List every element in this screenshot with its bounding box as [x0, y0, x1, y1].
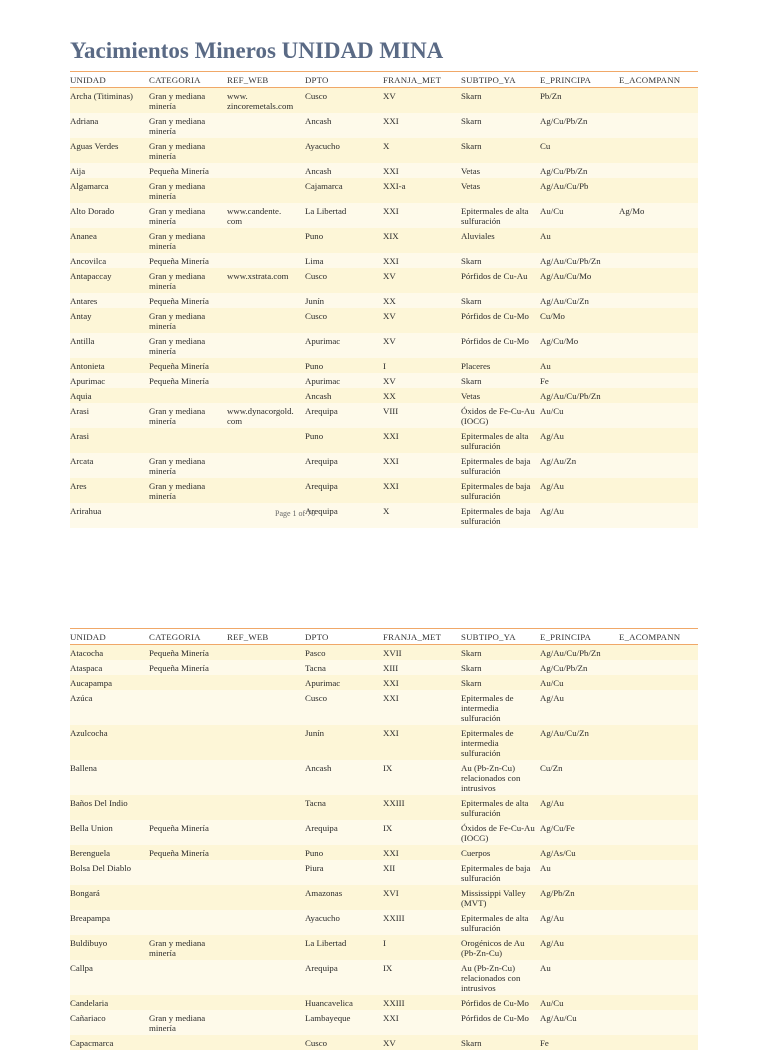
- table-cell: XV: [383, 336, 396, 346]
- table-row: [70, 860, 698, 885]
- table-cell: XXI: [383, 456, 399, 466]
- table-cell: XV: [383, 311, 396, 321]
- table-cell: Pequeña Minería: [149, 848, 209, 858]
- table-cell: Ag/Cu/Pb/Zn: [540, 116, 588, 126]
- column-header: CATEGORIA: [149, 631, 201, 642]
- table-row: [70, 88, 698, 113]
- table-cell: Mississippi Valley (MVT): [461, 888, 526, 908]
- table-cell: Gran y mediana minería: [149, 456, 206, 476]
- column-header: E_PRINCIPA: [540, 74, 592, 85]
- table-cell: Arirahua: [70, 506, 102, 516]
- table-cell: Ag/Au: [540, 913, 564, 923]
- table-cell: Pequeña Minería: [149, 361, 209, 371]
- table-cell: XXIII: [383, 913, 405, 923]
- table-cell: Gran y mediana minería: [149, 231, 206, 251]
- table-cell: XX: [383, 296, 396, 306]
- table-cell: Gran y mediana minería: [149, 181, 206, 201]
- table-cell: Ag/Au/Cu/Pb/Zn: [540, 391, 601, 401]
- column-header: SUBTIPO_YA: [461, 74, 516, 85]
- table-cell: Gran y mediana minería: [149, 336, 206, 356]
- table-cell: XXI: [383, 166, 399, 176]
- table-cell: Puno: [305, 361, 324, 371]
- table-cell: Apurimac: [70, 376, 106, 386]
- table-cell: Cusco: [305, 91, 327, 101]
- table-body: [70, 645, 698, 1050]
- table-cell: Ballena: [70, 763, 97, 773]
- table-cell: Au (Pb-Zn-Cu) relacionados con intrusivos: [461, 763, 521, 793]
- table-cell: Ag/Au: [540, 938, 564, 948]
- table-cell: Óxidos de Fe-Cu-Au (IOCG): [461, 823, 535, 843]
- table-row: [70, 960, 698, 995]
- table-cell: Ancash: [305, 116, 332, 126]
- table-cell: Ag/Cu/Pb/Zn: [540, 166, 588, 176]
- table-cell: Ag/Au: [540, 481, 564, 491]
- table-cell: Skarn: [461, 376, 482, 386]
- table-row: [70, 795, 698, 820]
- table-cell: Au: [540, 231, 551, 241]
- table-cell: Pequeña Minería: [149, 166, 209, 176]
- table-cell: Ag/Au/Cu/Pb: [540, 181, 589, 191]
- table-cell: Epitermales de alta sulfuración: [461, 431, 529, 451]
- table-cell: XVII: [383, 648, 402, 658]
- table-row: [70, 478, 698, 503]
- table-cell: Cajamarca: [305, 181, 343, 191]
- table-cell: Skarn: [461, 648, 482, 658]
- table-cell: Lambayeque: [305, 1013, 351, 1023]
- table-cell: IX: [383, 763, 393, 773]
- table-row: [70, 333, 698, 358]
- column-header: FRANJA_MET: [383, 74, 442, 85]
- table-cell: Antapaccay: [70, 271, 112, 281]
- table-cell: Pórfidos de Cu-Au: [461, 271, 528, 281]
- column-header: FRANJA_MET: [383, 631, 442, 642]
- table-cell: Breapampa: [70, 913, 111, 923]
- table-cell: XXI: [383, 1013, 399, 1023]
- table-row: [70, 660, 698, 675]
- table-cell: X: [383, 141, 390, 151]
- table-cell: Gran y mediana minería: [149, 938, 206, 958]
- table-cell: Au/Cu: [540, 998, 564, 1008]
- table-cell: Epitermales de alta sulfuración: [461, 206, 529, 226]
- table-cell: Epitermales de intermedia sulfuración: [461, 693, 514, 723]
- table-cell: Huancavelica: [305, 998, 353, 1008]
- table-cell: Fe: [540, 376, 549, 386]
- column-header: SUBTIPO_YA: [461, 631, 516, 642]
- table-cell: Ag/Au: [540, 506, 564, 516]
- table-cell: Aija: [70, 166, 86, 176]
- table-cell: Orogénicos de Au (Pb-Zn-Cu): [461, 938, 525, 958]
- table-row: [70, 308, 698, 333]
- table-cell: www.candente. com: [227, 206, 282, 226]
- table-cell: XXI: [383, 728, 399, 738]
- table-cell: Arequipa: [305, 963, 338, 973]
- table-row: [70, 645, 698, 660]
- table-cell: Tacna: [305, 798, 326, 808]
- table-cell: Cañariaco: [70, 1013, 106, 1023]
- table-cell: Azúca: [70, 693, 93, 703]
- table-cell: Cu/Mo: [540, 311, 565, 321]
- table-cell: Antay: [70, 311, 92, 321]
- table-cell: Puno: [305, 231, 324, 241]
- table-row: [70, 910, 698, 935]
- table-cell: Placeres: [461, 361, 491, 371]
- table-cell: Algamarca: [70, 181, 109, 191]
- table-cell: Óxidos de Fe-Cu-Au (IOCG): [461, 406, 535, 426]
- table-cell: XX: [383, 391, 396, 401]
- table-row: [70, 820, 698, 845]
- table-cell: Gran y mediana minería: [149, 271, 206, 291]
- table-cell: Ananea: [70, 231, 97, 241]
- table-cell: Arasi: [70, 431, 90, 441]
- table-cell: www. zincoremetals.com: [227, 91, 294, 111]
- table-cell: Epitermales de baja sulfuración: [461, 506, 531, 526]
- table-row: [70, 373, 698, 388]
- column-header: DPTO: [305, 74, 329, 85]
- table-cell: Gran y mediana minería: [149, 206, 206, 226]
- table-row: [70, 845, 698, 860]
- table-cell: Skarn: [461, 678, 482, 688]
- page-number: Page 1 of 70: [275, 509, 316, 518]
- table-cell: Fe: [540, 1038, 549, 1048]
- table-cell: Ag/As/Cu: [540, 848, 576, 858]
- table-row: [70, 690, 698, 725]
- table-cell: Arequipa: [305, 456, 338, 466]
- column-header: E_ACOMPANN: [619, 74, 681, 85]
- table-cell: Ag/Au/Cu/Mo: [540, 271, 592, 281]
- table-cell: Cusco: [305, 271, 327, 281]
- table-cell: Ag/Pb/Zn: [540, 888, 575, 898]
- table-cell: Arequipa: [305, 481, 338, 491]
- table-cell: XXI-a: [383, 181, 406, 191]
- table-cell: Pequeña Minería: [149, 823, 209, 833]
- table-cell: Buldibuyo: [70, 938, 108, 948]
- table-cell: Antilla: [70, 336, 95, 346]
- table-cell: Pórfidos de Cu-Mo: [461, 998, 529, 1008]
- table-row: [70, 228, 698, 253]
- table-cell: Vetas: [461, 391, 481, 401]
- column-header: UNIDAD: [70, 74, 106, 85]
- table-cell: Aguas Verdes: [70, 141, 119, 151]
- table-cell: Cuerpos: [461, 848, 491, 858]
- table-cell: XXIII: [383, 998, 405, 1008]
- table-cell: Aquia: [70, 391, 92, 401]
- table-cell: Au (Pb-Zn-Cu) relacionados con intrusivos: [461, 963, 521, 993]
- table-cell: Antares: [70, 296, 98, 306]
- table-cell: Skarn: [461, 296, 482, 306]
- table-cell: Arcata: [70, 456, 94, 466]
- table-row: [70, 388, 698, 403]
- table-cell: XV: [383, 91, 396, 101]
- table-cell: Ares: [70, 481, 87, 491]
- table-cell: Skarn: [461, 1038, 482, 1048]
- table-cell: Cusco: [305, 693, 327, 703]
- table-cell: Atacocha: [70, 648, 104, 658]
- table-cell: Au/Cu: [540, 206, 564, 216]
- table-cell: I: [383, 938, 386, 948]
- table-row: [70, 675, 698, 690]
- table-cell: La Libertad: [305, 938, 347, 948]
- table-cell: Pasco: [305, 648, 326, 658]
- table-row: [70, 725, 698, 760]
- table-cell: IX: [383, 963, 393, 973]
- table-row: [70, 253, 698, 268]
- table-cell: Arequipa: [305, 406, 338, 416]
- document-title: Yacimientos Mineros UNIDAD MINA: [70, 38, 444, 63]
- table-cell: Skarn: [461, 91, 482, 101]
- column-header: REF_WEB: [227, 631, 269, 642]
- table-cell: Pórfidos de Cu-Mo: [461, 336, 529, 346]
- table-row: [70, 428, 698, 453]
- table-cell: Azulcocha: [70, 728, 108, 738]
- table-row: [70, 163, 698, 178]
- table-cell: X: [383, 506, 390, 516]
- table-cell: XXI: [383, 693, 399, 703]
- table-cell: XV: [383, 271, 396, 281]
- table-cell: Pequeña Minería: [149, 648, 209, 658]
- table-cell: Pequeña Minería: [149, 296, 209, 306]
- table-cell: Ag/Au/Cu: [540, 1013, 577, 1023]
- table-cell: Apurimac: [305, 678, 341, 688]
- table-cell: Capacmarca: [70, 1038, 114, 1048]
- table-cell: Epitermales de intermedia sulfuración: [461, 728, 514, 758]
- table-cell: Cu/Zn: [540, 763, 563, 773]
- table-cell: Gran y mediana minería: [149, 141, 206, 161]
- table-cell: Bolsa Del Diablo: [70, 863, 132, 873]
- table-cell: Cusco: [305, 311, 327, 321]
- table-cell: Au/Cu: [540, 406, 564, 416]
- table-cell: Apurimac: [305, 376, 341, 386]
- table-cell: Callpa: [70, 963, 93, 973]
- table-row: [70, 138, 698, 163]
- table-cell: XXI: [383, 848, 399, 858]
- table-cell: Pb/Zn: [540, 91, 562, 101]
- table-cell: Au: [540, 963, 551, 973]
- table-cell: Gran y mediana minería: [149, 311, 206, 331]
- table-cell: Gran y mediana minería: [149, 116, 206, 136]
- table-cell: Ag/Au: [540, 798, 564, 808]
- table-cell: Ag/Cu/Fe: [540, 823, 575, 833]
- table-cell: Ag/Au/Cu/Pb/Zn: [540, 648, 601, 658]
- table-cell: Ag/Au: [540, 431, 564, 441]
- table-header: [70, 71, 698, 88]
- table-cell: www.xstrata.com: [227, 271, 289, 281]
- table-cell: VIII: [383, 406, 399, 416]
- table-cell: XII: [383, 863, 396, 873]
- table-row: [70, 1010, 698, 1035]
- table-cell: Vetas: [461, 166, 481, 176]
- table-cell: XXI: [383, 431, 399, 441]
- mines-table-page-1: [70, 71, 698, 528]
- table-cell: Ag/Cu/Pb/Zn: [540, 663, 588, 673]
- table-cell: www.dynacorgold. com: [227, 406, 294, 426]
- table-cell: Cu: [540, 141, 551, 151]
- table-row: [70, 453, 698, 478]
- table-row: [70, 293, 698, 308]
- table-cell: Ag/Au/Cu/Zn: [540, 296, 589, 306]
- table-row: [70, 268, 698, 293]
- table-cell: I: [383, 361, 386, 371]
- table-cell: IX: [383, 823, 393, 833]
- column-header: CATEGORIA: [149, 74, 201, 85]
- table-cell: Cusco: [305, 1038, 327, 1048]
- table-cell: XXIII: [383, 798, 405, 808]
- table-row: [70, 203, 698, 228]
- table-cell: Pequeña Minería: [149, 663, 209, 673]
- table-cell: Skarn: [461, 256, 482, 266]
- table-cell: Gran y mediana minería: [149, 406, 206, 426]
- table-cell: XXI: [383, 256, 399, 266]
- table-cell: Alto Dorado: [70, 206, 115, 216]
- table-cell: Arequipa: [305, 823, 338, 833]
- table-cell: Ancash: [305, 166, 332, 176]
- table-row: [70, 178, 698, 203]
- table-cell: La Libertad: [305, 206, 347, 216]
- table-cell: Pórfidos de Cu-Mo: [461, 1013, 529, 1023]
- table-cell: Lima: [305, 256, 324, 266]
- table-cell: Epitermales de baja sulfuración: [461, 863, 531, 883]
- table-cell: Epitermales de baja sulfuración: [461, 456, 531, 476]
- table-cell: Vetas: [461, 181, 481, 191]
- table-cell: XIII: [383, 663, 399, 673]
- table-cell: Puno: [305, 431, 324, 441]
- table-cell: Gran y mediana minería: [149, 481, 206, 501]
- table-cell: Ayacucho: [305, 913, 340, 923]
- table-cell: Junín: [305, 728, 325, 738]
- table-cell: Bongará: [70, 888, 100, 898]
- table-cell: Ag/Cu/Mo: [540, 336, 579, 346]
- table-cell: Baños Del Indio: [70, 798, 128, 808]
- table-cell: Ancash: [305, 763, 332, 773]
- column-header: E_PRINCIPA: [540, 631, 592, 642]
- table-cell: Au: [540, 863, 551, 873]
- table-cell: Skarn: [461, 116, 482, 126]
- table-row: [70, 935, 698, 960]
- table-row: [70, 358, 698, 373]
- table-cell: Ag/Au: [540, 693, 564, 703]
- table-cell: Ag/Mo: [619, 206, 645, 216]
- table-cell: Puno: [305, 848, 324, 858]
- table-cell: Epitermales de baja sulfuración: [461, 481, 531, 501]
- table-cell: XIX: [383, 231, 399, 241]
- table-row: [70, 1035, 698, 1050]
- column-header: UNIDAD: [70, 631, 106, 642]
- table-cell: Ancovilca: [70, 256, 107, 266]
- table-row: [70, 403, 698, 428]
- table-row: [70, 760, 698, 795]
- table-cell: Adriana: [70, 116, 99, 126]
- table-cell: Arasi: [70, 406, 90, 416]
- table-cell: Epitermales de alta sulfuración: [461, 798, 529, 818]
- table-row: [70, 995, 698, 1010]
- table-cell: Archa (Titiminas): [70, 91, 133, 101]
- table-cell: Piura: [305, 863, 324, 873]
- table-cell: Skarn: [461, 663, 482, 673]
- table-cell: Ag/Au/Zn: [540, 456, 577, 466]
- table-header: [70, 628, 698, 645]
- table-cell: Antonieta: [70, 361, 105, 371]
- table-cell: Ataspaca: [70, 663, 103, 673]
- table-cell: Ayacucho: [305, 141, 340, 151]
- table-cell: Epitermales de alta sulfuración: [461, 913, 529, 933]
- table-cell: Ancash: [305, 391, 332, 401]
- table-cell: Amazonas: [305, 888, 343, 898]
- table-cell: Gran y mediana minería: [149, 91, 206, 111]
- table-cell: Pórfidos de Cu-Mo: [461, 311, 529, 321]
- table-cell: Bella Union: [70, 823, 113, 833]
- table-cell: Aluviales: [461, 231, 495, 241]
- table-cell: Junín: [305, 296, 325, 306]
- table-row: [70, 503, 698, 528]
- table-cell: Gran y mediana minería: [149, 1013, 206, 1033]
- table-cell: Au: [540, 361, 551, 371]
- table-cell: Tacna: [305, 663, 326, 673]
- column-header: REF_WEB: [227, 74, 269, 85]
- table-cell: XXI: [383, 481, 399, 491]
- table-cell: Au/Cu: [540, 678, 564, 688]
- table-cell: Skarn: [461, 141, 482, 151]
- table-cell: Berenguela: [70, 848, 111, 858]
- table-body: [70, 88, 698, 528]
- table-cell: Ag/Au/Cu/Zn: [540, 728, 589, 738]
- column-header: E_ACOMPANN: [619, 631, 681, 642]
- table-cell: Aucapampa: [70, 678, 113, 688]
- table-cell: Pequeña Minería: [149, 376, 209, 386]
- table-cell: XVI: [383, 888, 399, 898]
- table-cell: XXI: [383, 678, 399, 688]
- table-row: [70, 113, 698, 138]
- table-cell: XV: [383, 376, 396, 386]
- table-cell: XV: [383, 1038, 396, 1048]
- table-cell: XXI: [383, 116, 399, 126]
- column-header: DPTO: [305, 631, 329, 642]
- table-cell: Apurimac: [305, 336, 341, 346]
- table-row: [70, 885, 698, 910]
- table-cell: Ag/Au/Cu/Pb/Zn: [540, 256, 601, 266]
- mines-table-page-2: [70, 628, 698, 1050]
- table-cell: XXI: [383, 206, 399, 216]
- table-cell: Candelaria: [70, 998, 109, 1008]
- table-cell: Arequipa: [305, 506, 338, 516]
- table-cell: Pequeña Minería: [149, 256, 209, 266]
